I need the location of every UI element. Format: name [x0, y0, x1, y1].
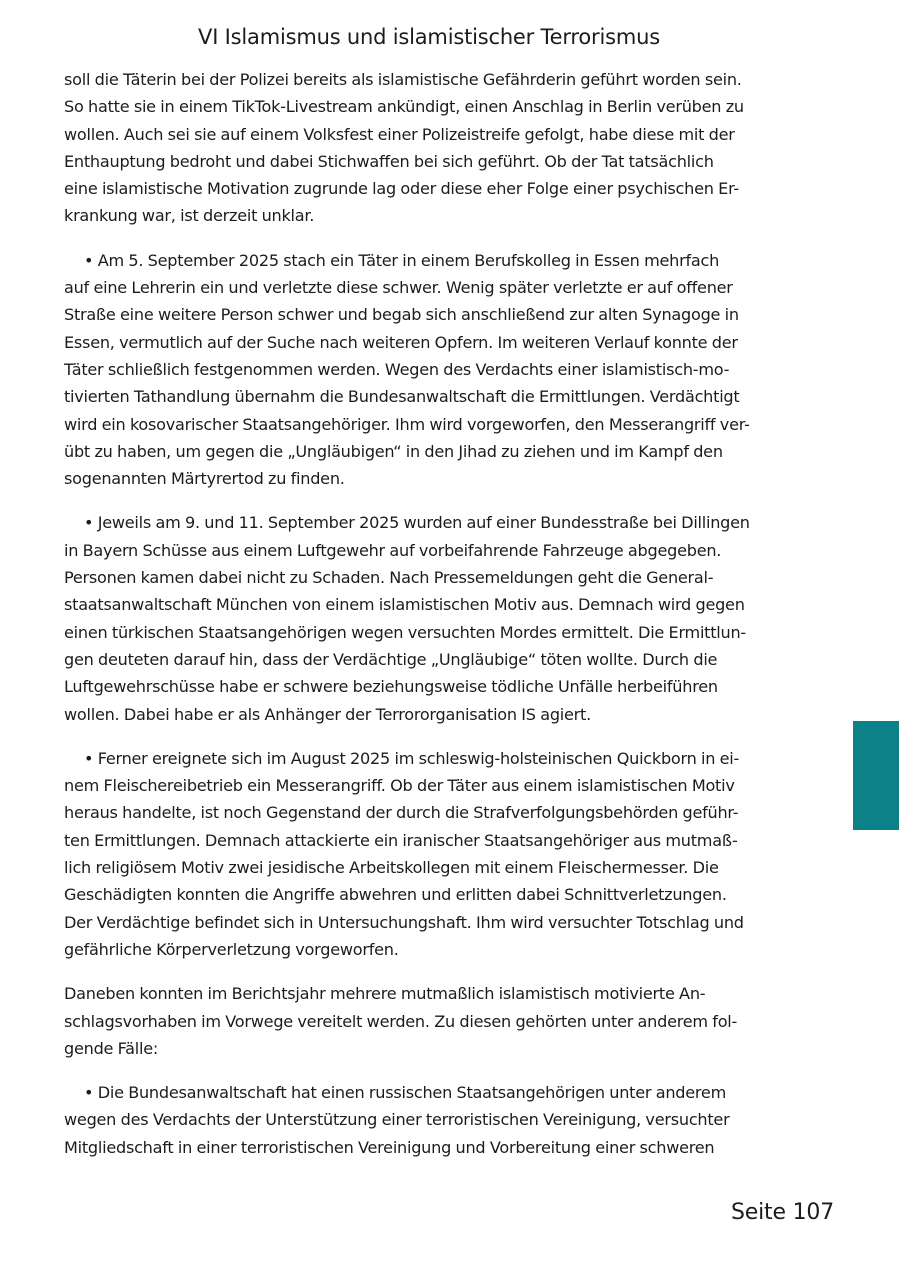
text-line: gende Fälle:: [64, 1038, 159, 1058]
text-line: Essen, vermutlich auf der Suche nach weiteren Opfern. Im weiteren Verlauf konnte der: [64, 332, 738, 352]
text-line: Personen kamen dabei nicht zu Schaden. Nach Pressemeldungen geht die General-: [64, 568, 714, 588]
text-line: • Jeweils am 9. und 11. September 2025 wurden auf einer Bundesstraße bei Dillingen: [84, 513, 750, 533]
text-line: Daneben konnten im Berichtsjahr mehrere mutmaßlich islamistisch motivierte An-: [64, 984, 706, 1004]
paragraph-intro-continuation: [64, 66, 792, 230]
text-line: gen deuteten darauf hin, dass der Verdächtige „Ungläubige“ töten wollte. Durch die: [64, 649, 718, 669]
text-line: wollen. Auch sei sie auf einem Volksfest einer Polizeistreife gefolgt, habe diese mit der: [64, 124, 735, 144]
text-line: gefährliche Körperverletzung vorgeworfen.: [64, 939, 399, 959]
paragraph-thwarted-plots: [64, 980, 792, 1062]
text-line: Täter schließlich festgenommen werden. Wegen des Verdachts einer islamistisch-mo-: [64, 359, 730, 379]
text-line: • Ferner ereignete sich im August 2025 im schleswig-holsteinischen Quickborn in ei-: [84, 748, 740, 768]
text-line: heraus handelte, ist noch Gegenstand der durch die Strafverfolgungsbehörden geführ-: [64, 803, 739, 823]
text-line: • Am 5. September 2025 stach ein Täter in einem Berufskolleg in Essen mehrfach: [84, 250, 720, 270]
text-line: schlagsvorhaben im Vorwege vereitelt werden. Zu diesen gehörten unter anderem fol-: [64, 1011, 738, 1031]
text-line: einen türkischen Staatsangehörigen wegen versuchten Mordes ermittelt. Die Ermittlun-: [64, 622, 746, 642]
document-body: [64, 66, 792, 1161]
text-line: auf eine Lehrerin ein und verletzte diese schwer. Wenig später verletzte er auf offener: [64, 278, 733, 298]
text-line: So hatte sie in einem TikTok-Livestream ankündigt, einen Anschlag in Berlin verüben zu: [64, 97, 744, 117]
text-line: Luftgewehrschüsse habe er schwere beziehungsweise tödliche Unfälle herbeiführen: [64, 677, 718, 697]
text-line: Enthauptung bedroht und dabei Stichwaffen bei sich geführt. Ob der Tat tatsächlich: [64, 151, 714, 171]
text-line: in Bayern Schüsse aus einem Luftgewehr auf vorbeifahrende Fahrzeuge abgegeben.: [64, 540, 722, 560]
text-line: Mitgliedschaft in einer terroristischen Vereinigung und Vorbereitung einer schweren: [64, 1137, 715, 1157]
text-line: ten Ermittlungen. Demnach attackierte ein iranischer Staatsangehöriger aus mutmaß-: [64, 830, 738, 850]
bullet-paragraph-federal-prosecutor: [64, 1079, 792, 1161]
text-line: eine islamistische Motivation zugrunde lag oder diese eher Folge einer psychischen Er-: [64, 179, 739, 199]
text-line: nem Fleischereibetrieb ein Messerangriff. Ob der Täter aus einem islamistischen Motiv: [64, 776, 735, 796]
text-line: Straße eine weitere Person schwer und begab sich anschließend zur alten Synagoge in: [64, 305, 739, 325]
text-line: Geschädigten konnten die Angriffe abwehren und erlitten dabei Schnittverletzungen.: [64, 885, 727, 905]
page-title: VI Islamismus und islamistischer Terrorismus: [198, 25, 660, 49]
page-number: Seite 107: [731, 1200, 834, 1225]
text-line: krankung war, ist derzeit unklar.: [64, 206, 315, 226]
text-line: tivierten Tathandlung übernahm die Bundesanwaltschaft die Ermittlungen. Verdächtigt: [64, 387, 740, 407]
chapter-tab-marker: [853, 721, 899, 830]
bullet-paragraph-quickborn: [64, 745, 792, 963]
bullet-paragraph-dillingen: [64, 509, 792, 727]
text-line: übt zu haben, um gegen die „Ungläubigen“ in den Jihad zu ziehen und im Kampf den: [64, 441, 723, 461]
text-line: wollen. Dabei habe er als Anhänger der Terrororganisation IS agiert.: [64, 704, 591, 724]
text-line: Der Verdächtige befindet sich in Untersuchungshaft. Ihm wird versuchter Totschlag und: [64, 912, 744, 932]
text-line: lich religiösem Motiv zwei jesidische Arbeitskollegen mit einem Fleischermesser. Die: [64, 858, 719, 878]
text-line: soll die Täterin bei der Polizei bereits als islamistische Gefährderin geführt worden sein.: [64, 70, 742, 89]
text-line: wird ein kosovarischer Staatsangehöriger. Ihm wird vorgeworfen, den Messerangriff ver-: [64, 414, 750, 434]
bullet-paragraph-essen: [64, 247, 792, 493]
text-line: sogenannten Märtyrertod zu finden.: [64, 469, 345, 489]
text-line: staatsanwaltschaft München von einem islamistischen Motiv aus. Demnach wird gegen: [64, 595, 745, 615]
text-line: • Die Bundesanwaltschaft hat einen russischen Staatsangehörigen unter anderem: [84, 1083, 726, 1103]
text-line: wegen des Verdachts der Unterstützung einer terroristischen Vereinigung, versuchter: [64, 1110, 730, 1130]
